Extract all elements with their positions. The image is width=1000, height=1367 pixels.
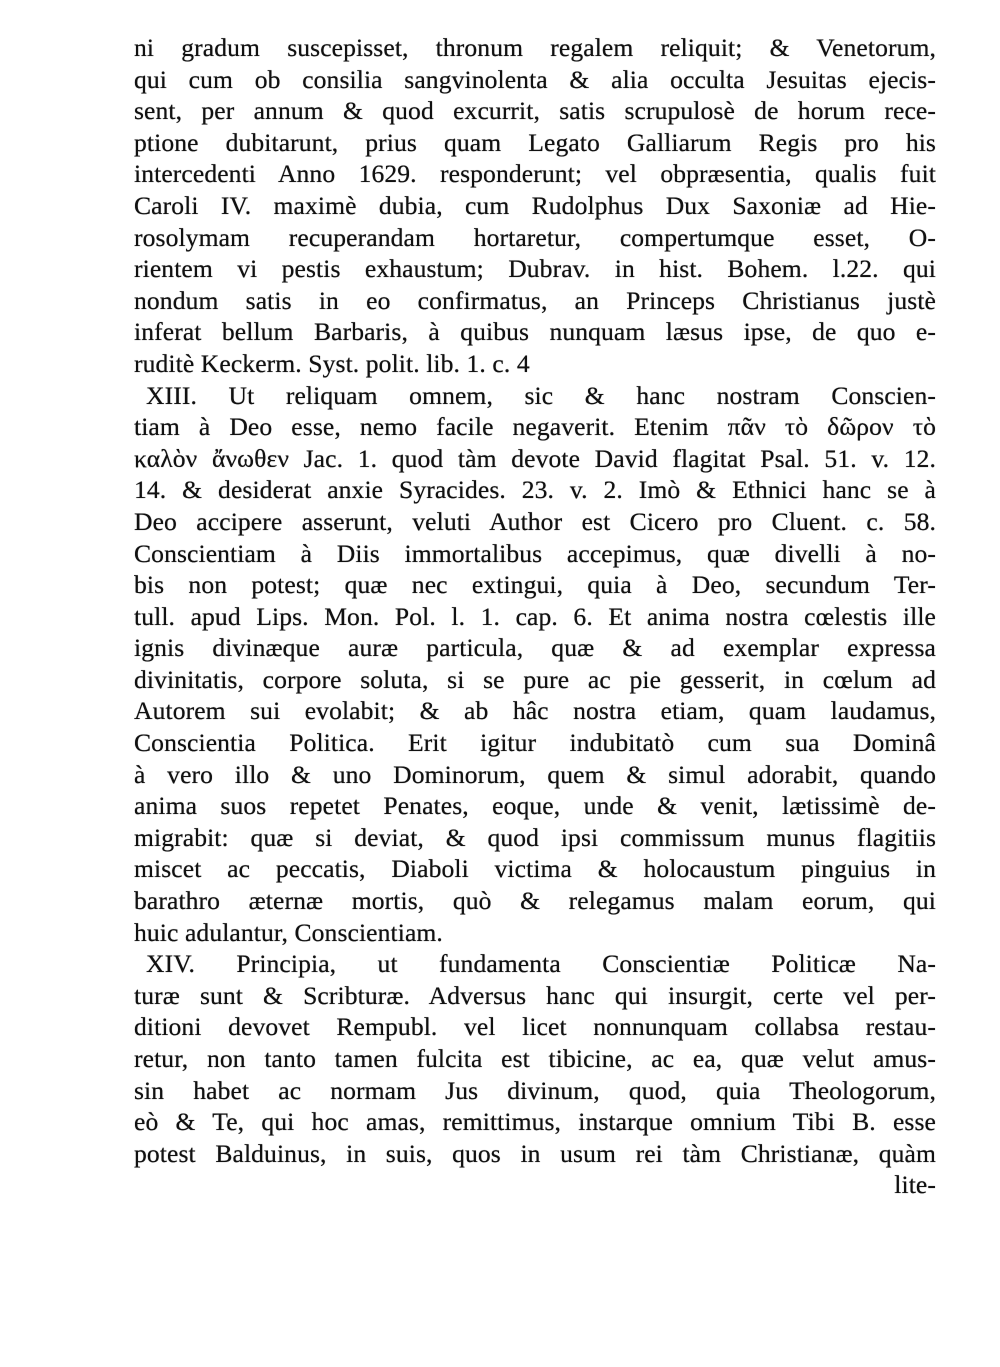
text-line: Autorem sui evolabit; & ab hâc nostra etiam, quam laudamus, [134, 696, 936, 726]
text-line: anima suos repetet Penates, eoque, unde & venit, lætissimè de- [134, 791, 936, 821]
text-line: potest Balduinus, in suis, quos in usum rei tàm Christianæ, quàm [134, 1138, 936, 1168]
text-line: eò & Te, qui hoc amas, remittimus, instarque omnium Tibi B. esse [134, 1107, 936, 1137]
text-line: Conscientiam à Diis immortalibus accepimus, quæ divelli à no- [134, 538, 936, 568]
page-text [134, 32, 936, 1201]
text-line: miscet ac peccatis, Diaboli victima & holocaustum pinguius in [134, 854, 936, 884]
text-line: rosolymam recuperandam hortaretur, compertumque esset, O- [134, 222, 936, 252]
text-line: bis non potest; quæ nec extingui, quia à Deo, secundum Ter- [134, 570, 936, 600]
text-line: Conscientia Politica. Erit igitur indubitatò cum sua Dominâ [134, 728, 936, 758]
text-line: 14. & desiderat anxie Syracides. 23. v. 2. Imò & Ethnici hanc se à [134, 475, 936, 505]
text-line: huic adulantur, Conscientiam. [134, 917, 443, 947]
text-line: XIV. Principia, ut fundamenta Conscientiæ Politicæ Na- [146, 949, 936, 979]
text-line: inferat bellum Barbaris, à quibus nunquam læsus ipse, de quo e- [134, 317, 936, 347]
text-line: ptione dubitarunt, prius quam Legato Galliarum Regis pro his [134, 127, 936, 157]
text-line: qui cum ob consilia sangvinolenta & alia occulta Jesuitas ejecis- [134, 64, 936, 94]
text-line: Caroli IV. maximè dubia, cum Rudolphus Dux Saxoniæ ad Hie- [134, 190, 936, 220]
text-line: ni gradum suscepisset, thronum regalem reliquit; & Venetorum, [134, 33, 936, 62]
text-line: barathro æternæ mortis, quò & relegamus malam eorum, qui [134, 886, 936, 916]
text-line: nondum satis in eo confirmatus, an Princeps Christianus justè [134, 285, 936, 315]
text-line: ignis divinæque auræ particula, quæ & ad exemplar expressa [134, 633, 936, 663]
text-line: lite- [894, 1170, 936, 1200]
text-line: καλὸν ἄνωθεν Jac. 1. quod tàm devote David flagitat Psal. 51. v. 12. [134, 443, 936, 473]
text-line: tull. apud Lips. Mon. Pol. l. 1. cap. 6. Et anima nostra cœlestis ille [134, 601, 936, 631]
text-line: migrabit: quæ si deviat, & quod ipsi commissum munus flagitiis [134, 822, 936, 852]
text-line: tiam à Deo esse, nemo facile negaverit. Etenim πᾶν τὸ δῶρον τὸ [134, 412, 936, 442]
text-line: retur, non tanto tamen fulcita est tibicine, ac ea, quæ velut amus- [134, 1044, 936, 1073]
text-line: à vero illo & uno Dominorum, quem & simul adorabit, quando [134, 759, 936, 789]
text-line: divinitatis, corpore soluta, si se pure ac pie gesserit, in cœlum ad [134, 664, 936, 694]
text-line: rientem vi pestis exhaustum; Dubrav. in hist. Bohem. l.22. qui [134, 254, 936, 284]
text-line: intercedenti Anno 1629. responderunt; vel obpræsentia, qualis fuit [134, 159, 936, 189]
text-line: turæ sunt & Scribturæ. Adversus hanc qui insurgit, certe vel per- [134, 980, 936, 1010]
text-line: ruditè Keckerm. Syst. polit. lib. 1. c. 4 [134, 348, 530, 378]
text-line: sin habet ac normam Jus divinum, quod, quia Theologorum, [134, 1075, 936, 1105]
text-line: XIII. Ut reliquam omnem, sic & hanc nostram Conscien- [146, 380, 936, 410]
text-line: sent, per annum & quod excurrit, satis scrupulosè de horum rece- [134, 96, 936, 126]
text-line: ditioni devovet Rempubl. vel licet nonnunquam collabsa restau- [134, 1012, 936, 1042]
text-line: Deo accipere asserunt, veluti Author est Cicero pro Cluent. c. 58. [134, 506, 936, 536]
